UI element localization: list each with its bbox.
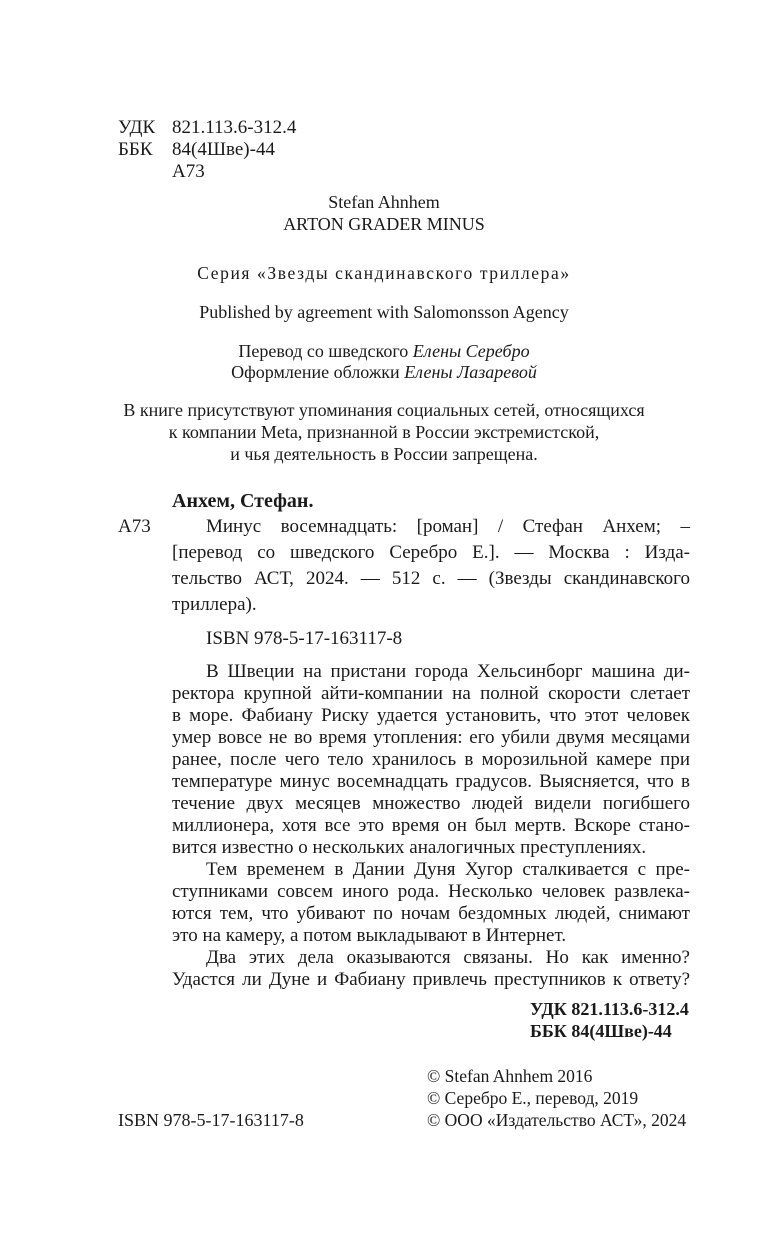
copyright-line: © Stefan Ahnhem 2016 xyxy=(427,1066,593,1086)
cover-designer-name: Елены Лазаревой xyxy=(404,362,537,382)
catalog-mark: А73 xyxy=(118,516,151,537)
annotation-line: это на камеру, а потом выкладывают в Интернет. xyxy=(172,925,567,946)
udk-value: 821.113.6-312.4 xyxy=(172,117,297,138)
bbk-line xyxy=(118,139,275,161)
notice-line: и чья деятельность в России запрещена. xyxy=(230,444,538,464)
original-author: Stefan Ahnhem xyxy=(328,192,440,212)
translator-name: Елены Серебро xyxy=(412,341,530,361)
copyright-line: © Серебро Е., перевод, 2019 xyxy=(427,1088,639,1108)
annotation-line: ранее, после чего тело хранилось в морозильной камере при xyxy=(172,749,690,770)
series-line: Серия «Звезды скандинавского триллера» xyxy=(197,263,571,283)
catalog-line: триллера). xyxy=(172,594,257,615)
annotation-line: ются тем, что убивают по ночам бездомных людей, снимают xyxy=(172,903,690,924)
bbk-value: 84(4Шве)-44 xyxy=(172,139,275,160)
cover-prefix: Оформление обложки xyxy=(231,362,405,382)
copyright-line: © ООО «Издательство АСТ», 2024 xyxy=(427,1110,687,1130)
annotation-line: Два этих дела оказываются связаны. Но как именно? xyxy=(206,947,690,968)
catalog-isbn: ISBN 978-5-17-163117-8 xyxy=(206,628,403,649)
bottom-udk: УДК 821.113.6-312.4 xyxy=(530,999,689,1019)
original-title: ARTON GRADER MINUS xyxy=(283,214,485,234)
annotation-line: Удастся ли Дуне и Фабиану привлечь преступников к ответу? xyxy=(172,969,690,990)
bbk-label: ББК xyxy=(118,139,153,160)
catalog-line: тельство АСТ, 2024. — 512 с. — (Звезды скандинавского xyxy=(172,568,690,589)
annotation-line: вится известно о нескольких аналогичных преступлениях. xyxy=(172,837,647,858)
author-mark: А73 xyxy=(172,161,205,182)
translation-prefix: Перевод со шведского xyxy=(238,341,413,361)
agreement-line: Published by agreement with Salomonsson Agency xyxy=(199,302,569,322)
annotation-line: В Швеции на пристани города Хельсинборг машина ди- xyxy=(206,661,690,682)
translation-credit xyxy=(0,340,768,362)
catalog-heading: Анхем, Стефан. xyxy=(172,490,314,512)
catalog-line: Минус восемнадцать: [роман] / Стефан Анхем; – xyxy=(206,516,690,537)
annotation-line: умер вовсе не во время утопления: его убили двумя месяцами xyxy=(172,727,690,748)
notice-line: к компании Meta, признанной в России экстремистской, xyxy=(168,422,600,442)
annotation-line: в море. Фабиану Риску удается установить, что этот человек xyxy=(172,705,690,726)
annotation-line: ступниками совсем иного рода. Несколько человек развлека- xyxy=(172,881,690,902)
bottom-bbk: ББК 84(4Шве)-44 xyxy=(530,1021,672,1041)
notice-line: В книге присутствуют упоминания социальных сетей, относящихся xyxy=(123,400,645,420)
annotation-line: температуре минус восемнадцать градусов. Выясняется, что в xyxy=(172,771,690,792)
annotation-line: ректора крупной айти-компании на полной скорости слетает xyxy=(172,683,690,704)
catalog-line: [перевод со шведского Серебро Е.]. — Москва : Изда- xyxy=(172,542,690,563)
footer-isbn: ISBN 978-5-17-163117-8 xyxy=(118,1110,304,1130)
udk-label: УДК xyxy=(118,117,156,138)
cover-credit xyxy=(0,361,768,383)
udk-line xyxy=(118,117,296,139)
annotation-line: миллионера, хотя все это время он был мертв. Вскоре стано- xyxy=(172,815,690,836)
annotation-line: течение двух месяцев множество людей видели погибшего xyxy=(172,793,690,814)
annotation-line: Тем временем в Дании Дуня Хугор сталкивается с пре- xyxy=(206,859,690,880)
